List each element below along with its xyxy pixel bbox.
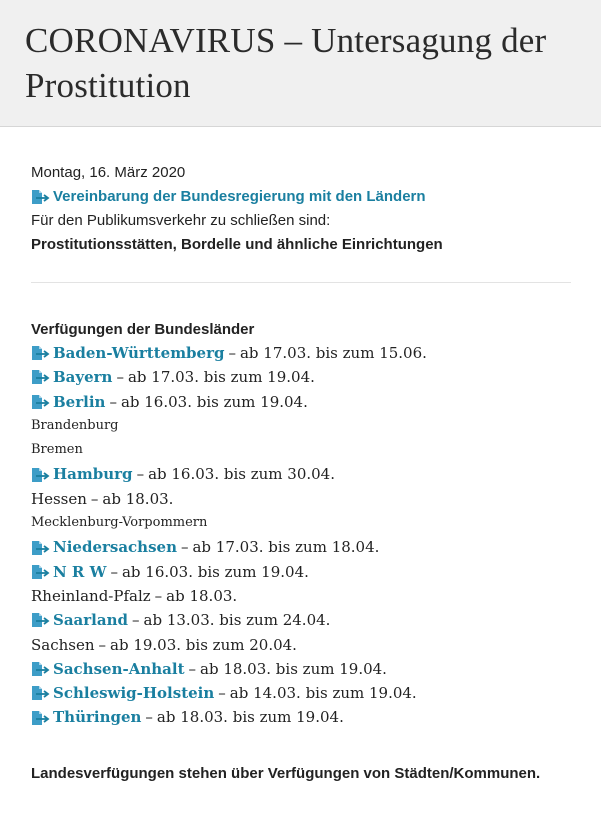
state-name: Bremen <box>31 442 83 458</box>
state-detail: ab 17.03. bis zum 19.04. <box>127 368 315 387</box>
state-item-berlin[interactable] <box>31 390 571 414</box>
state-link[interactable]: Bayern <box>53 368 113 387</box>
page-title: CORONAVIRUS – Untersagung der Prostitution <box>25 21 547 105</box>
state-link[interactable]: Baden-Württemberg <box>53 344 225 362</box>
state-link[interactable]: N R W <box>53 562 107 581</box>
state-detail: ab 19.03. bis zum 20.04. <box>110 635 297 654</box>
state-detail: ab 18.03. bis zum 19.04. <box>156 708 344 727</box>
state-link[interactable]: Thüringen <box>53 708 142 727</box>
article-content <box>0 161 601 787</box>
separator: – <box>109 392 117 411</box>
state-link[interactable]: Hamburg <box>53 465 133 484</box>
document-link-icon <box>31 189 51 205</box>
document-link-icon <box>31 612 51 628</box>
page-header <box>0 0 601 127</box>
state-item-hessen <box>31 487 571 511</box>
state-item-bremen <box>31 438 571 462</box>
separator: – <box>145 708 153 727</box>
state-item-sachsen <box>31 633 571 657</box>
state-item-bayern[interactable] <box>31 365 571 389</box>
state-detail: ab 16.03. bis zum 30.04. <box>148 465 335 484</box>
document-link-icon <box>31 685 51 701</box>
state-item-rheinland-pfalz <box>31 584 571 608</box>
document-link-icon <box>31 345 51 361</box>
state-detail: ab 14.03. bis zum 19.04. <box>229 684 417 703</box>
state-item-n-r-w[interactable] <box>31 560 571 584</box>
separator: – <box>180 538 189 557</box>
document-link-icon <box>31 710 51 726</box>
separator: – <box>116 368 124 387</box>
separator: – <box>136 465 145 484</box>
state-item-hamburg[interactable] <box>31 462 571 486</box>
state-link[interactable]: Saarland <box>53 611 128 630</box>
state-item-schleswig-holstein[interactable] <box>31 681 571 705</box>
separator: – <box>228 344 236 362</box>
intro-bold-text: Prostitutionsstätten, Bordelle und ähnliche Einrichtungen <box>31 236 443 253</box>
state-name: Mecklenburg-Vorpommern <box>31 515 208 531</box>
article-date: Montag, 16. März 2020 <box>31 164 186 181</box>
intro-text: Für den Publikumsverkehr zu schließen sind: <box>31 212 331 229</box>
state-detail: ab 16.03. bis zum 19.04. <box>121 562 309 581</box>
document-link-icon <box>31 540 51 556</box>
document-link-icon <box>31 394 51 410</box>
state-item-brandenburg <box>31 414 571 438</box>
state-detail: ab 17.03. bis zum 18.04. <box>192 538 380 557</box>
state-detail: ab 18.03. <box>166 586 238 605</box>
separator: – <box>90 489 99 508</box>
state-detail: ab 16.03. bis zum 19.04. <box>120 392 308 411</box>
state-link[interactable]: Sachsen-Anhalt <box>53 659 185 678</box>
state-detail: ab 18.03. bis zum 19.04. <box>200 659 387 678</box>
separator: – <box>218 684 226 703</box>
state-link[interactable]: Berlin <box>53 392 106 411</box>
state-name: Hessen <box>31 489 87 508</box>
state-item-mecklenburg-vorpommern <box>31 511 571 535</box>
state-name: Rheinland-Pfalz <box>31 586 151 605</box>
footer-note: Landesverfügungen stehen über Verfügungen von Städten/Kommunen. <box>31 764 541 782</box>
document-link-icon <box>31 564 51 580</box>
state-item-baden-württemberg[interactable] <box>31 341 571 365</box>
agreement-link[interactable] <box>31 185 571 209</box>
divider <box>31 282 571 283</box>
states-list <box>31 341 571 730</box>
agreement-link-label: Vereinbarung der Bundesregierung mit den Ländern <box>53 188 426 205</box>
document-link-icon <box>31 467 51 483</box>
separator: – <box>110 562 118 581</box>
document-link-icon <box>31 661 51 677</box>
state-item-thüringen[interactable] <box>31 705 571 729</box>
state-detail: ab 18.03. <box>102 489 174 508</box>
document-link-icon <box>31 369 51 385</box>
state-detail: ab 17.03. bis zum 15.06. <box>239 344 427 362</box>
state-link[interactable]: Niedersachsen <box>53 538 177 557</box>
state-name: Brandenburg <box>31 417 119 433</box>
state-link[interactable]: Schleswig-Holstein <box>53 684 215 703</box>
separator: – <box>154 586 163 605</box>
separator: – <box>98 635 107 654</box>
state-item-sachsen-anhalt[interactable] <box>31 657 571 681</box>
state-detail: ab 13.03. bis zum 24.04. <box>143 611 331 630</box>
separator: – <box>188 659 197 678</box>
separator: – <box>132 611 140 630</box>
state-item-saarland[interactable] <box>31 608 571 632</box>
states-section-title: Verfügungen der Bundesländer <box>31 321 255 338</box>
state-name: Sachsen <box>31 635 95 654</box>
state-item-niedersachsen[interactable] <box>31 535 571 559</box>
